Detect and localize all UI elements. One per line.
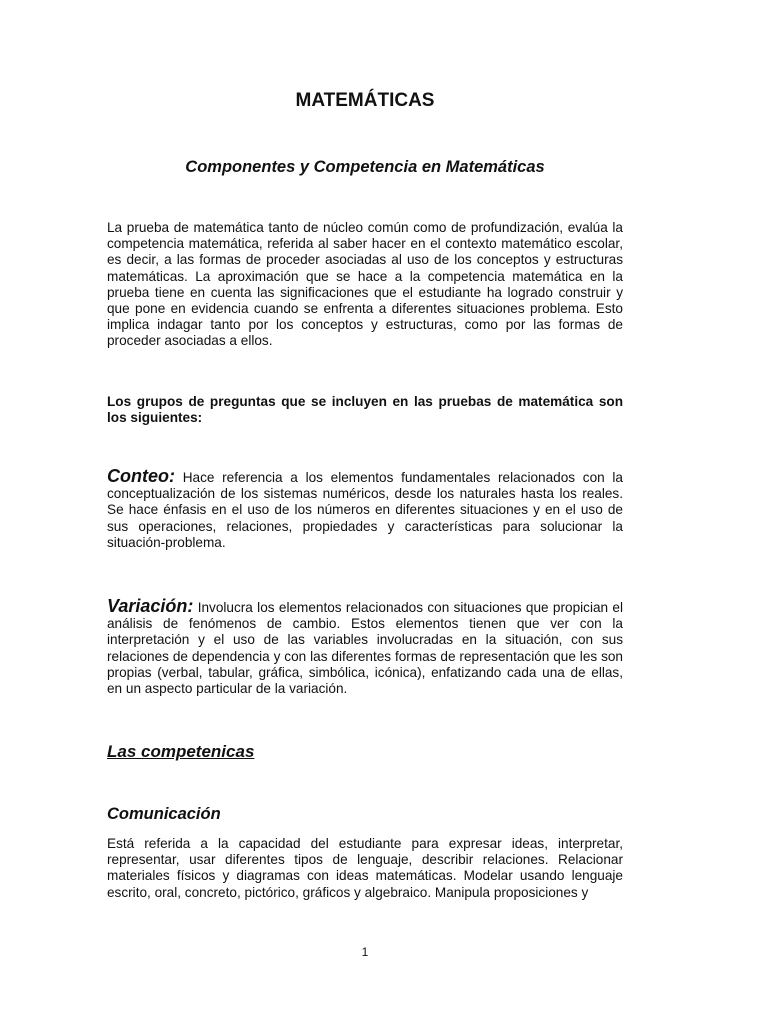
comunicacion-paragraph: Está referida a la capacidad del estudiante para expresar ideas, interpretar, representar, usar diferentes tipos de lenguaje, describir relaciones. Relacionar materiales físicos y diagramas con ideas matemáticas. Modelar usando lenguaje escrito, oral, concreto, pictórico, gráficos y algebraico. Manipula proposiciones y <box>107 836 623 900</box>
page-title: MATEMÁTICAS <box>295 90 435 111</box>
intro-paragraph: La prueba de matemática tanto de núcleo común como de profundización, evalúa la competencia matemática, referida al saber hacer en el contexto matemático escolar, es decir, a las formas de proceder asociadas al uso de los conceptos y estructuras matemáticas. La aproximación que se hace a la competencia matemática en la prueba tiene en cuenta las significaciones que el estudiante ha logrado construir y que pone en evidencia cuando se enfrenta a diferentes situaciones problema. Esto implica indagar tanto por los conceptos y estructuras, como por las formas de proceder asociadas a ellos. <box>107 220 623 349</box>
comunicacion-heading: Comunicación <box>107 805 221 823</box>
conteo-text: Hace referencia a los elementos fundamentales relacionados con la conceptualización de los sistemas numéricos, desde los naturales hasta los reales. Se hace énfasis en el uso de los números en diferentes situaciones y en el uso de sus operaciones, relaciones, propiedades y características para solucionar la situación-problema. <box>107 470 623 550</box>
conteo-paragraph <box>107 468 623 551</box>
page-number: 1 <box>361 945 369 959</box>
page-subtitle: Componentes y Competencia en Matemáticas <box>185 158 545 176</box>
question-groups-intro: Los grupos de preguntas que se incluyen en las pruebas de matemática son los siguientes: <box>107 394 623 426</box>
conteo-term: Conteo: <box>107 466 175 486</box>
variacion-text: Involucra los elementos relacionados con situaciones que propician el análisis de fenómenos de cambio. Estos elementos tienen que ver con la interpretación y el uso de las variables involucradas en la situación, con sus relaciones de dependencia y con las diferentes formas de representación que les son propias (verbal, tabular, gráfica, simbólica, icónica), enfatizando cada una de ellas, en un aspecto particular de la variación. <box>107 600 623 697</box>
competencias-heading: Las competenicas <box>107 742 255 761</box>
variacion-paragraph <box>107 598 623 697</box>
variacion-term: Variación: <box>107 596 194 616</box>
